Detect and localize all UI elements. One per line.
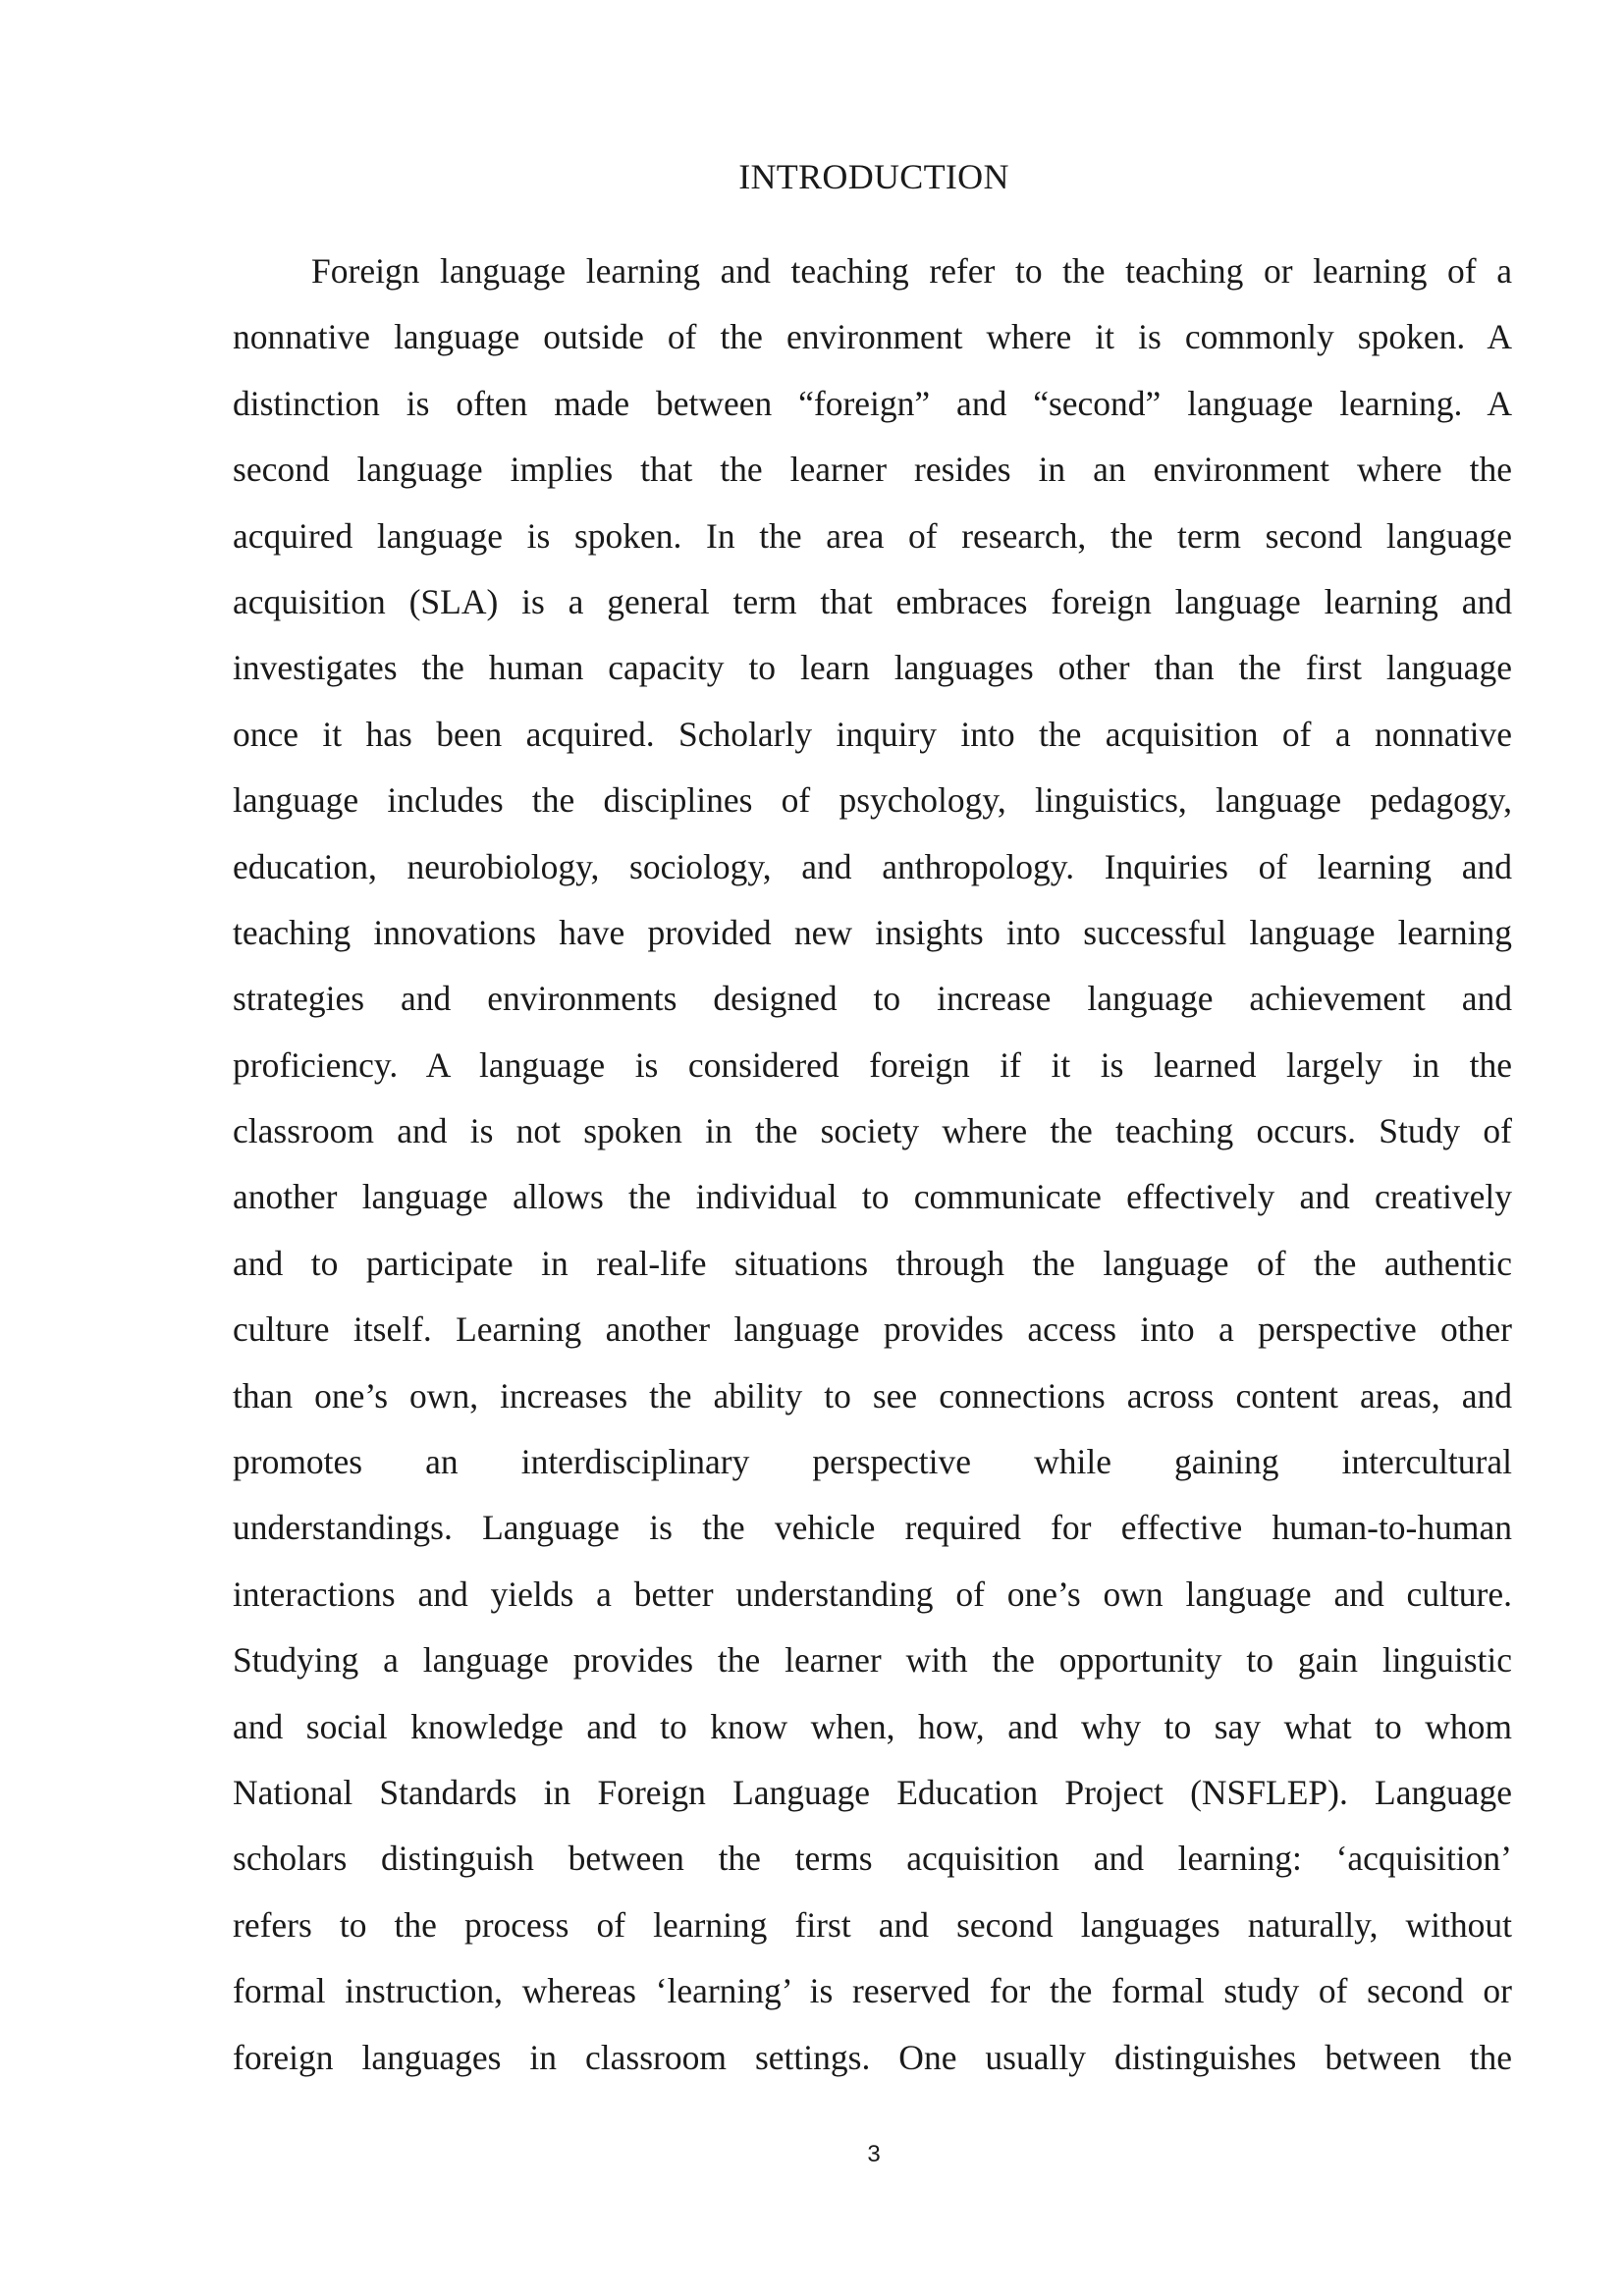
- text-line: proficiency. A language is considered foreign if it is learned largely in the: [233, 1044, 1512, 1085]
- text-line: and to participate in real-life situations through the language of the authentic: [233, 1243, 1512, 1283]
- text-line: distinction is often made between “foreign” and “second” language learning. A: [233, 383, 1512, 423]
- text-line: Foreign language learning and teaching refer to the teaching or learning of a: [311, 251, 1512, 291]
- text-line: refers to the process of learning first and second languages naturally, without: [233, 1904, 1512, 1945]
- text-line: acquired language is spoken. In the area of research, the term second language: [233, 515, 1512, 556]
- text-line: acquisition (SLA) is a general term that embraces foreign language learning and: [233, 581, 1512, 621]
- text-line: and social knowledge and to know when, how, and why to say what to whom: [233, 1706, 1512, 1746]
- text-line: education, neurobiology, sociology, and anthropology. Inquiries of learning and: [233, 846, 1512, 886]
- text-line: another language allows the individual to communicate effectively and creatively: [233, 1177, 1512, 1217]
- text-line: culture itself. Learning another language provides access into a perspective other: [233, 1309, 1512, 1350]
- text-line: formal instruction, whereas ‘learning’ is reserved for the formal study of second or: [233, 1971, 1512, 2011]
- text-line: scholars distinguish between the terms acquisition and learning: ‘acquisition’: [233, 1839, 1512, 1879]
- text-line: classroom and is not spoken in the society where the teaching occurs. Study of: [233, 1111, 1512, 1151]
- text-line: understandings. Language is the vehicle required for effective human-to-human: [233, 1508, 1512, 1548]
- text-line: nonnative language outside of the environment where it is commonly spoken. A: [233, 317, 1512, 357]
- text-line: interactions and yields a better understanding of one’s own language and culture.: [233, 1574, 1512, 1614]
- text-line: second language implies that the learner resides in an environment where the: [233, 450, 1512, 490]
- text-line: foreign languages in classroom settings. One usually distinguishes between the: [233, 2037, 1512, 2077]
- text-line: once it has been acquired. Scholarly inquiry into the acquisition of a nonnative: [233, 714, 1512, 754]
- body-paragraph: [233, 245, 1512, 2098]
- page-title: INTRODUCTION: [738, 157, 1009, 196]
- text-line: teaching innovations have provided new insights into successful language learning: [233, 912, 1512, 952]
- text-line: strategies and environments designed to increase language achievement and: [233, 979, 1512, 1019]
- text-line: than one’s own, increases the ability to see connections across content areas, and: [233, 1375, 1512, 1415]
- text-line: language includes the disciplines of psychology, linguistics, language pedagogy,: [233, 780, 1512, 821]
- text-line: promotes an interdisciplinary perspective while gaining intercultural: [233, 1442, 1512, 1482]
- text-line: Studying a language provides the learner with the opportunity to gain linguistic: [233, 1640, 1512, 1681]
- page-number: 3: [867, 2141, 881, 2167]
- text-line: National Standards in Foreign Language Education Project (NSFLEP). Language: [233, 1772, 1512, 1812]
- text-line: investigates the human capacity to learn languages other than the first language: [233, 648, 1512, 688]
